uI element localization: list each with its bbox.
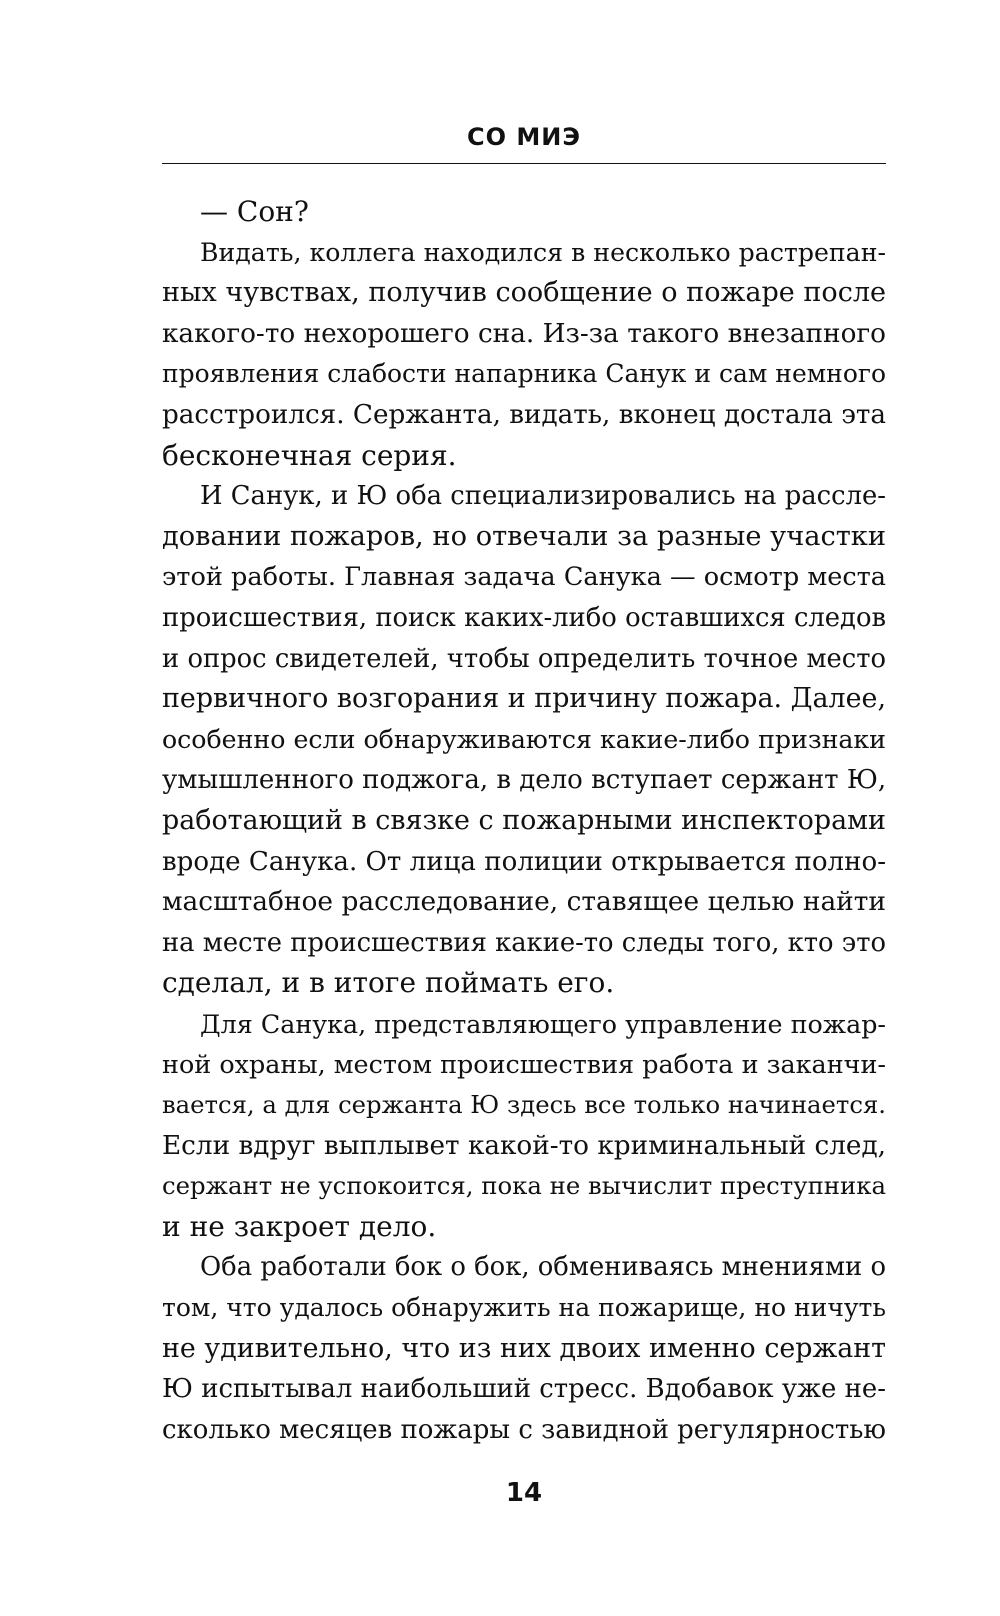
text-line: умышленного поджога, в дело вступает сержант Ю, [162,765,887,796]
text-line: и не закроет дело. [162,1209,437,1243]
text-line: бесконечная серия. [162,438,457,472]
text-line: Для Санука, представляющего управление пожар- [200,1008,886,1039]
text-line: ных чувствах, получив сообщение о пожаре после [162,277,887,309]
text-line: происшествия, поиск каких-либо оставшихся следов [162,602,886,633]
text-line: сержант не успокоится, пока не вычислит преступника [162,1171,886,1201]
running-head: СО МИЭ [467,123,581,151]
text-line: И Санук, и Ю оба специализировались на рассле- [200,481,886,512]
text-line: этой работы. Главная задача Санука — осмотр места [162,562,886,593]
body-text [162,192,886,1450]
paragraph [162,1004,886,1248]
paragraph [162,192,886,233]
text-line: расстроился. Сержанта, видать, вконец достала эта [162,399,887,430]
text-line: — Сон? [200,195,309,228]
text-line: Если вдруг выплывет какой-то криминальный след, [162,1130,886,1161]
paragraph [162,476,886,1004]
text-line: ной охраны, местом происшествия работа и заканчи- [162,1049,886,1080]
text-line: вается, а для сержанта Ю здесь все только начинается. [162,1090,886,1120]
text-line: и опрос свидетелей, чтобы определить точное место [162,643,886,674]
text-line: довании пожаров, но отвечали за разные участки [162,520,886,552]
text-line: том, что удалось обнаружить на пожарище, но ничуть [162,1293,886,1323]
text-line: Ю испытывал наибольший стресс. Вдобавок уже не- [162,1374,886,1405]
text-line: масштабное расследование, ставящее целью найти [162,886,886,918]
text-line: на месте происшествия какие-то следы того, кто это [162,927,886,958]
text-line: Видать, коллега находился в несколько растрепан- [200,237,886,267]
text-line: не удивительно, что из них двоих именно сержант [162,1332,886,1364]
text-line: вроде Санука. От лица полиции открывается полно- [162,846,886,877]
text-line: сколько месяцев пожары с завидной регулярностью [162,1414,886,1445]
text-line: особенно если обнаруживаются какие-либо признаки [162,724,886,754]
paragraph [162,233,886,477]
text-line: проявления слабости напарника Санук и сам немного [162,359,886,389]
text-line: Оба работали бок о бок, обмениваясь мнениями о [200,1252,887,1283]
text-line: первичного возгорания и причину пожара. Далее, [162,683,886,715]
page-number: 14 [505,1478,543,1508]
text-line: какого-то нехорошего сна. Из-за такого внезапного [162,318,886,349]
paragraph [162,1247,886,1450]
text-line: сделал, и в итоге поймать его. [162,966,615,1000]
text-line: работающий в связке с пожарными инспекторами [162,804,886,836]
header-rule [162,163,886,164]
